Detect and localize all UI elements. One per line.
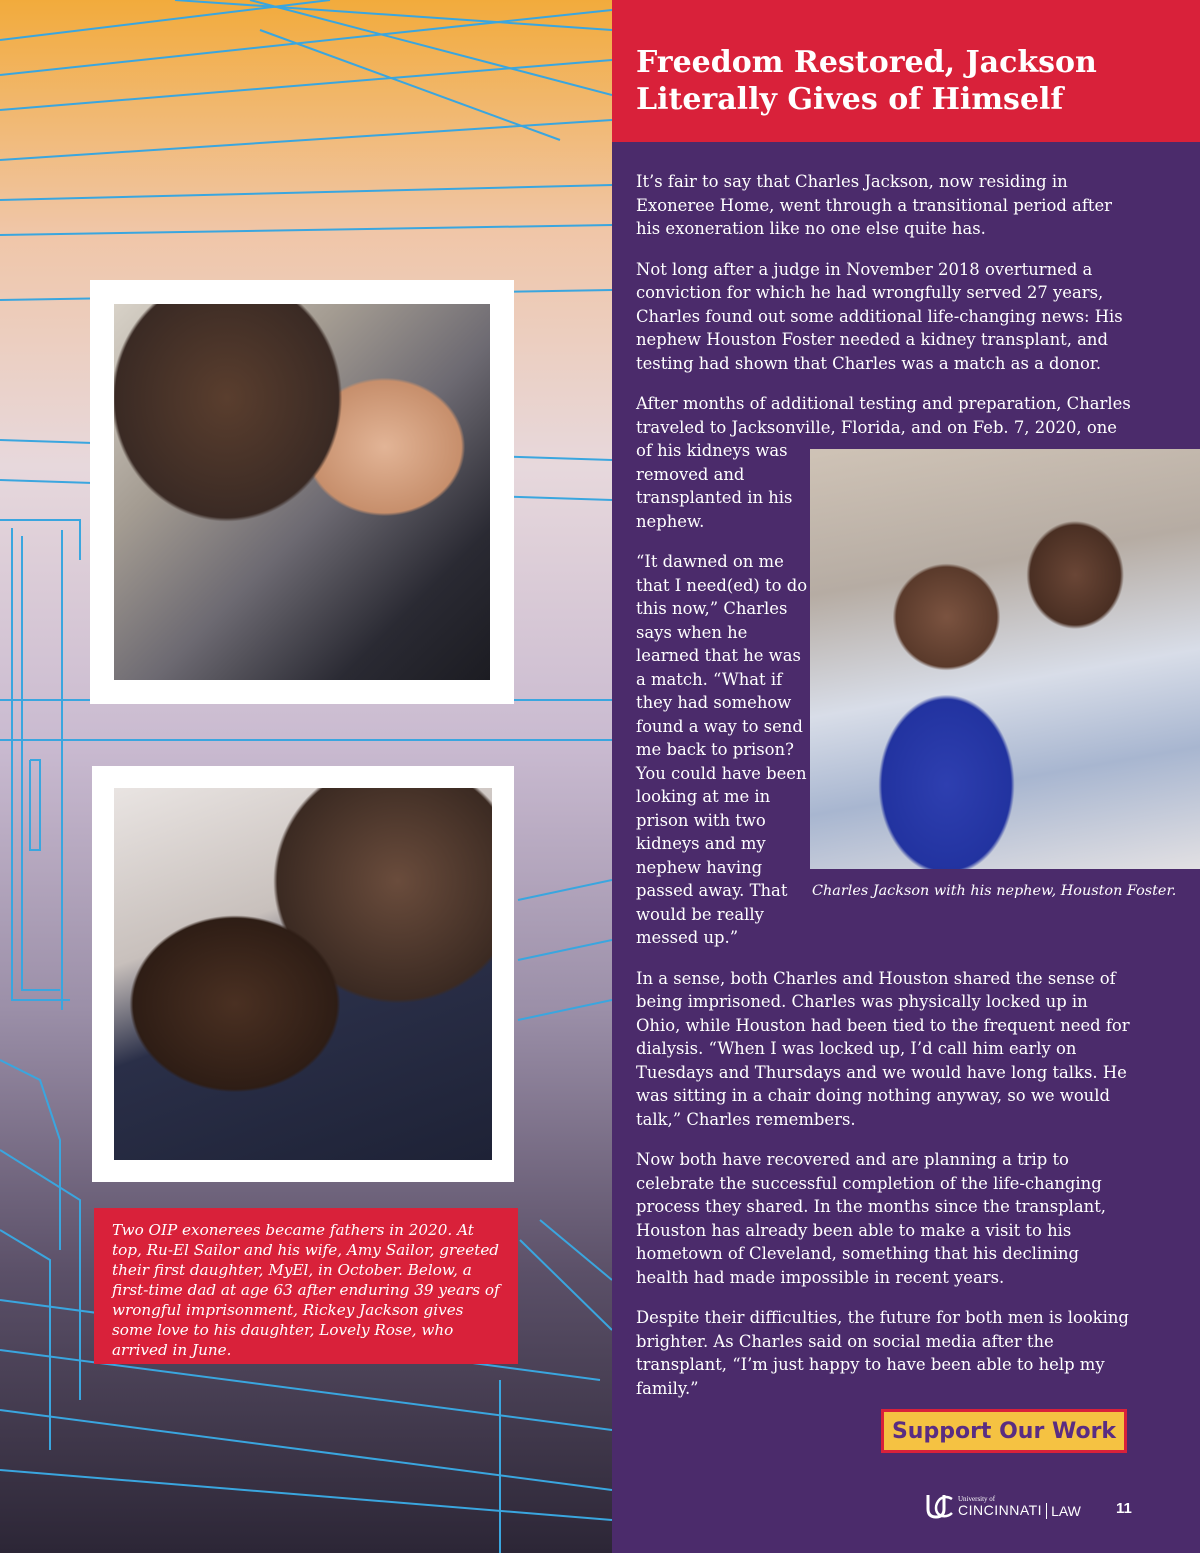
family-photos-caption: Two OIP exonerees became fathers in 2020. At top, Ru-El Sailor and his wife, Amy Sailor, greeted their first daughter, MyEl, in October. Below, a first-time dad at age 63 after enduring 39 years of wrongful imprisonment, Rickey Jackson gives some love to his daughter, Lovely Rose, who arrived in June. <box>112 1221 500 1359</box>
article-title-line-1: Freedom Restored, Jackson <box>636 45 1097 80</box>
article-paragraph: It’s fair to say that Charles Jackson, now residing in Exoneree Home, went through a transitional period after his exoneration like no one else quite has. <box>636 172 1113 238</box>
page-number: 11 <box>1116 1500 1132 1517</box>
article-paragraph: Despite their difficulties, the future for both men is looking brighter. As Charles said on social media after the transplant, “I’m just happy to have been able to help my family.” <box>636 1308 1129 1398</box>
article-paragraph: Not long after a judge in November 2018 overturned a conviction for which he had wrongfully served 27 years, Charles found out some additional life-changing news: His nephew Houston Foster needed a kidney transplant, and testing had shown that Charles was a match as a donor. <box>636 259 1123 373</box>
rickey-jackson-daughter-photo <box>114 788 492 1160</box>
article-quote-paragraph: “It dawned on me that I need(ed) to do this now,” Charles says when he learned that he was a match. “What if they had somehow found a way to send me back to prison? You could have been looking at me in prison with two kidneys and my nephew having passed away. That would be really messed up.” <box>636 552 808 947</box>
article-title-line-2: Literally Gives of Himself <box>636 82 1064 117</box>
article-title <box>636 44 1176 118</box>
article-paragraph: After months of additional testing and preparation, Charles traveled to Jacksonville, Florida, and on Feb. 7, 2020, one <box>636 394 1131 437</box>
uc-law-logo <box>924 1490 1081 1522</box>
article-paragraph: of his kidneys was removed and transplanted in his nephew. <box>636 441 793 531</box>
article-paragraph: Now both have recovered and are planning a trip to celebrate the successful completion of the life-changing process they shared. In the months since the transplant, Houston has already been able to make a visit to his hometown of Cleveland, something that his declining health had made impossible in recent years. <box>636 1150 1107 1287</box>
photo-caption-box <box>94 1208 518 1364</box>
logo-law: LAW <box>1046 1503 1081 1519</box>
uc-monogram-icon <box>924 1491 954 1521</box>
article-paragraph: In a sense, both Charles and Houston shared the sense of being imprisoned. Charles was physically locked up in Ohio, while Houston had been tied to the frequent need for dialysis. “When I was locked up, I’d call him early on Tuesdays and Thursdays and we would have long talks. He was sitting in a chair doing nothing anyway, so we would talk,” Charles remembers. <box>636 968 1130 1129</box>
sailor-family-photo <box>114 304 490 680</box>
hospital-photo <box>810 449 1200 869</box>
hospital-photo-caption: Charles Jackson with his nephew, Houston Foster. <box>812 883 1177 899</box>
support-our-work-button[interactable]: Support Our Work <box>881 1409 1127 1453</box>
logo-cincinnati: CINCINNATI <box>958 1501 1043 1518</box>
logo-university-of: University of <box>958 1494 996 1503</box>
